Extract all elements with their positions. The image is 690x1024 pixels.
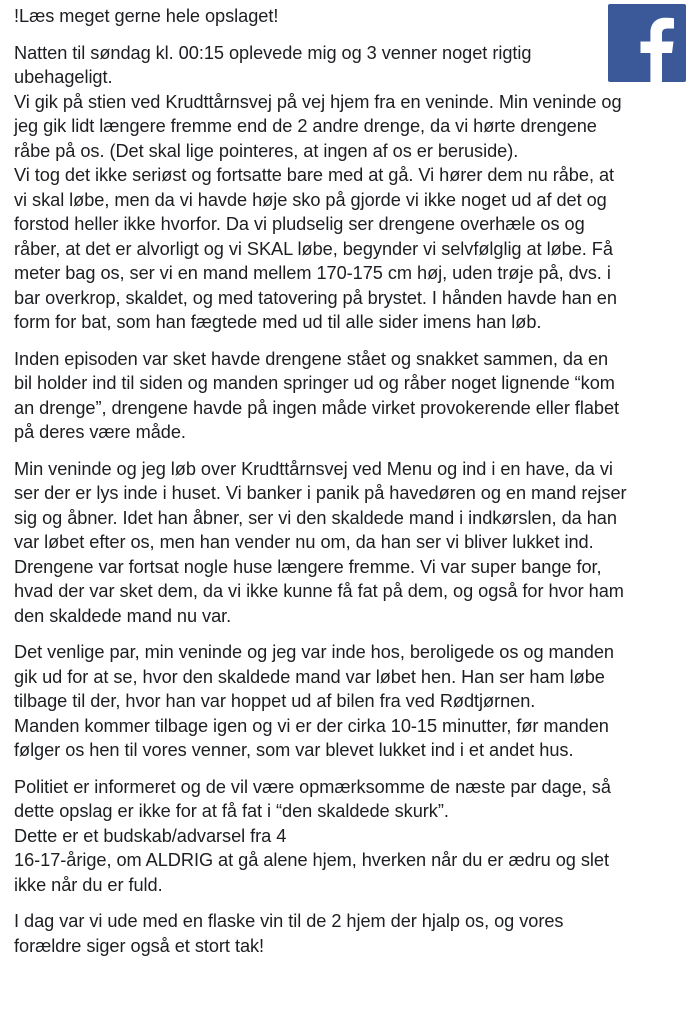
post-text-line: Inden episoden var sket havde drengene stået og snakket sammen, da en (14, 348, 609, 369)
post-text-line: !Læs meget gerne hele opslaget! (14, 6, 279, 26)
post-text-line: Politiet er informeret og de vil være opmærksomme de næste par dage, så (14, 776, 611, 797)
post-text-line: råbe på os. (Det skal lige pointeres, at ingen af os er beruside). (14, 140, 519, 161)
post-text-line: den skaldede mand nu var. (14, 605, 232, 626)
post-text-line: ser der er lys inde i huset. Vi banker i panik på havedøren og en mand rejser (14, 483, 627, 503)
post-text-line: forstod heller ikke hvorfor. Da vi pludselig ser drengene overhæle os og (14, 214, 585, 234)
post-text-line: Manden kommer tilbage igen og vi er der cirka 10-15 minutter, før manden (14, 715, 609, 736)
post-text-line: ubehageligt. (14, 67, 113, 87)
post-text-line: sig og åbner. Idet han åbner, ser vi den skaldede mand i indkørslen, da han (14, 507, 617, 528)
post-paragraph (14, 41, 686, 335)
post-text-line: bar overkrop, skaldet, og med tatovering på brystet. I hånden havde han en (14, 287, 617, 308)
post-paragraph (14, 640, 686, 763)
post-text-line: I dag var vi ude med en flaske vin til de 2 hjem der hjalp os, og vores (14, 911, 564, 931)
post-text-line: følger os hen til vores venner, som var blevet lukket ind i et andet hus. (14, 740, 574, 760)
post-text-line: meter bag os, ser vi en mand mellem 170-175 cm høj, uden trøje på, dvs. i (14, 263, 611, 283)
post-text-line: tilbage til der, hvor han var hoppet ud af bilen fra ved Rødtjørnen. (14, 691, 536, 711)
post-text-line: hvad der var sket dem, da vi ikke kunne få fat på dem, og også for hvor ham (14, 581, 624, 601)
post-text-line: bil holder ind til siden og manden springer ud og råber noget lignende “kom (14, 373, 615, 393)
post-text-line: ikke når du er fuld. (14, 874, 163, 895)
post-text-line: Det venlige par, min veninde og jeg var inde hos, beroligede os og manden (14, 642, 614, 662)
post-text-line: Dette er et budskab/advarsel fra 4 (14, 825, 287, 846)
post-text-line: vi skal løbe, men da vi havde høje sko på gjorde vi ikke noget ud af det og (14, 189, 607, 210)
post-text-line: forældre siger også et stort tak! (14, 935, 265, 956)
post-paragraph (14, 457, 686, 629)
post-paragraph (14, 4, 686, 29)
post-text-line: dette opslag er ikke for at få fat i “den skaldede skurk”. (14, 801, 449, 821)
post-text-line: an drenge”, drengene havde på ingen måde virket provokerende eller flabet (14, 397, 620, 418)
post-text-line: 16-17-årige, om ALDRIG at gå alene hjem, hverken når du er ædru og slet (14, 850, 609, 870)
post-text-line: Drengene var fortsat nogle huse længere fremme. Vi var super bange for, (14, 556, 602, 577)
post-text-line: Min veninde og jeg løb over Krudttårnsvej ved Menu og ind i en have, da vi (14, 458, 613, 479)
post-text-line: råber, at det er alvorligt og vi SKAL løbe, begynder vi selvfølglig at løbe. Få (14, 238, 613, 259)
post-paragraph (14, 347, 686, 445)
post-text-line: Vi tog det ikke seriøst og fortsatte bare med at gå. Vi hører dem nu råbe, at (14, 165, 615, 185)
post-paragraph (14, 909, 686, 958)
post-text-line: gik ud for at se, hvor den skaldede mand var løbet hen. Han ser ham løbe (14, 666, 605, 687)
post-text-line: på deres være måde. (14, 422, 186, 442)
post-text-line: var løbet efter os, men han vender nu om, da han ser vi bliver lukket ind. (14, 532, 594, 552)
post-paragraph (14, 775, 686, 898)
post-text-line: jeg gik lidt længere fremme end de 2 andre drenge, da vi hørte drengene (14, 116, 597, 136)
post-text-line: form for bat, som han fægtede med ud til alle sider imens han løb. (14, 312, 542, 332)
post-text-line: Natten til søndag kl. 00:15 oplevede mig og 3 venner noget rigtig (14, 42, 532, 63)
post-text-line: Vi gik på stien ved Krudttårnsvej på vej hjem fra en veninde. Min veninde og (14, 91, 622, 112)
post-body (14, 4, 686, 970)
